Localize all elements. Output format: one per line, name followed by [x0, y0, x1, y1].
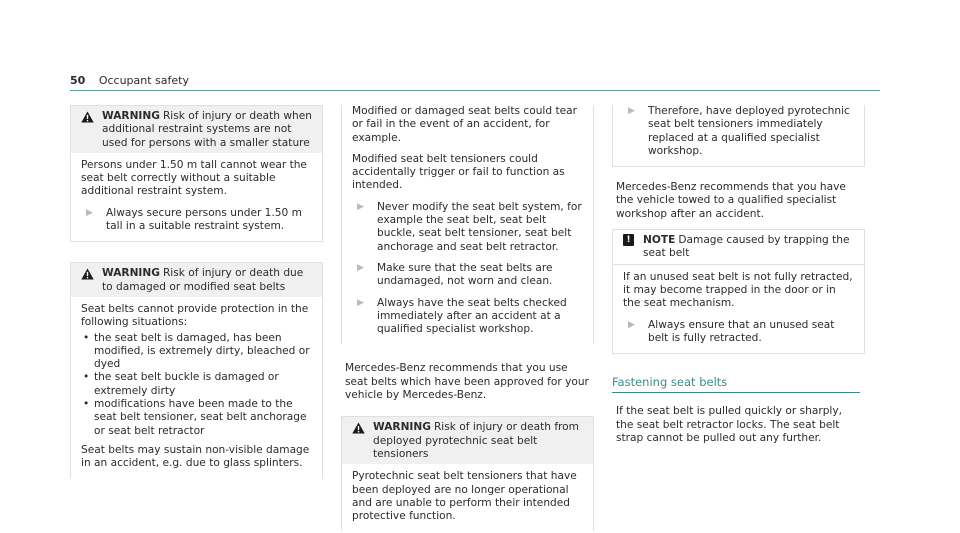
warning-box-1	[70, 105, 323, 242]
warning-keyword: WARNING	[373, 421, 431, 434]
instruction-step	[352, 201, 585, 254]
bullet-list	[81, 332, 314, 438]
step-arrow-icon: ▶	[357, 201, 364, 212]
step-text: Always secure persons under 1.50 m tall in a suitable restraint system.	[106, 206, 302, 233]
warning-box-2	[70, 262, 323, 478]
instruction-step	[352, 262, 585, 289]
note-keyword: NOTE	[643, 234, 676, 247]
warning-body	[342, 105, 593, 344]
warning-paragraph: Pyrotechnic seat belt tensioners that have been deployed are no longer operational and are unable to perform their intended protective function.	[352, 470, 577, 523]
list-item: • the seat belt buckle is damaged or extremely dirty	[81, 371, 314, 398]
warning-outro: Seat belts may sustain non-visible damage in an accident, e.g. due to glass splinters.	[81, 443, 310, 470]
warning-triangle-icon	[352, 422, 365, 434]
step-text: Make sure that the seat belts are undamaged, not worn and clean.	[377, 261, 553, 288]
instruction-step	[623, 105, 856, 158]
column-1	[70, 105, 323, 479]
page-header	[70, 74, 189, 87]
step-arrow-icon: ▶	[628, 106, 635, 116]
warning-keyword: WARNING	[102, 110, 160, 122]
step-arrow-icon: ▶	[357, 297, 364, 308]
warning-text: Risk of injury or death when additional restraint systems are not used for persons with a smaller stature	[102, 110, 312, 149]
step-arrow-icon: ▶	[357, 262, 364, 273]
section-title: Fastening seat belts	[612, 376, 860, 393]
warning-header	[71, 106, 322, 153]
step-arrow-icon: ▶	[628, 319, 635, 330]
warning-intro: Seat belts cannot provide protection in the following situations:	[81, 302, 309, 329]
warning-body	[613, 105, 864, 166]
step-arrow-icon: ▶	[86, 207, 93, 218]
column-2	[341, 105, 594, 531]
instruction-step	[81, 207, 314, 234]
note-exclamation-icon: !	[623, 234, 634, 246]
page-number: 50	[70, 74, 86, 87]
note-body	[613, 264, 864, 353]
paragraph: Mercedes-Benz recommends that you use seat belts which have been approved for your vehicle by Mercedes-Benz.	[345, 362, 589, 402]
header-rule	[70, 90, 880, 91]
step-text: Always ensure that an unused seat belt is fully retracted.	[648, 318, 835, 344]
instruction-step	[623, 319, 856, 346]
section-paragraph: If the seat belt is pulled quickly or sharply, the seat belt retractor locks. The seat belt strap cannot be pulled out any further.	[616, 405, 843, 445]
step-text: Therefore, have deployed pyrotechnic seat belt tensioners immediately replaced at a qualified specialist workshop.	[648, 105, 850, 157]
warning-text: Risk of injury or death due to damaged or modified seat belts	[102, 267, 304, 293]
note-header	[613, 230, 864, 264]
note-box	[612, 229, 865, 354]
warning-keyword: WARNING	[102, 267, 160, 280]
note-paragraph: If an unused seat belt is not fully retracted, it may become trapped in the door or in the seat mechanism.	[623, 270, 853, 310]
warning-box-continued	[612, 105, 865, 167]
paragraph: Mercedes-Benz recommends that you have the vehicle towed to a qualified specialist workshop after an accident.	[616, 181, 846, 220]
warning-body	[342, 464, 593, 531]
step-text: Always have the seat belts checked immediately after an accident at a qualified specialist workshop.	[377, 296, 567, 336]
instruction-step	[352, 297, 585, 337]
list-item: • modifications have been made to the seat belt tensioner, seat belt anchorage or seat belt retractor	[81, 398, 314, 438]
warning-box-3	[341, 416, 594, 531]
warning-header	[342, 417, 593, 464]
list-item: • the seat belt is damaged, has been modified, is extremely dirty, bleached or dyed	[81, 332, 314, 372]
column-3	[612, 105, 865, 453]
warning-paragraph: Modified seat belt tensioners could accidentally trigger or fail to function as intended.	[352, 152, 565, 192]
warning-header	[71, 263, 322, 297]
step-text: Never modify the seat belt system, for example the seat belt, seat belt buckle, seat belt tensioner, seat belt anchorage and seat belt retractor.	[377, 200, 582, 253]
warning-body	[71, 297, 322, 479]
warning-triangle-icon	[81, 111, 94, 123]
warning-box-continued	[341, 105, 594, 344]
warning-text: Risk of injury or death from deployed pyrotechnic seat belt tensioners	[373, 421, 579, 460]
warning-triangle-icon	[81, 268, 94, 280]
warning-body	[71, 153, 322, 241]
page-header-title: Occupant safety	[98, 74, 189, 87]
note-text: Damage caused by trapping the seat belt	[643, 234, 850, 260]
warning-paragraph: Modified or damaged seat belts could tear or fail in the event of an accident, for example.	[352, 105, 577, 144]
warning-paragraph: Persons under 1.50 m tall cannot wear the seat belt correctly without a suitable additional restraint system.	[81, 158, 307, 198]
